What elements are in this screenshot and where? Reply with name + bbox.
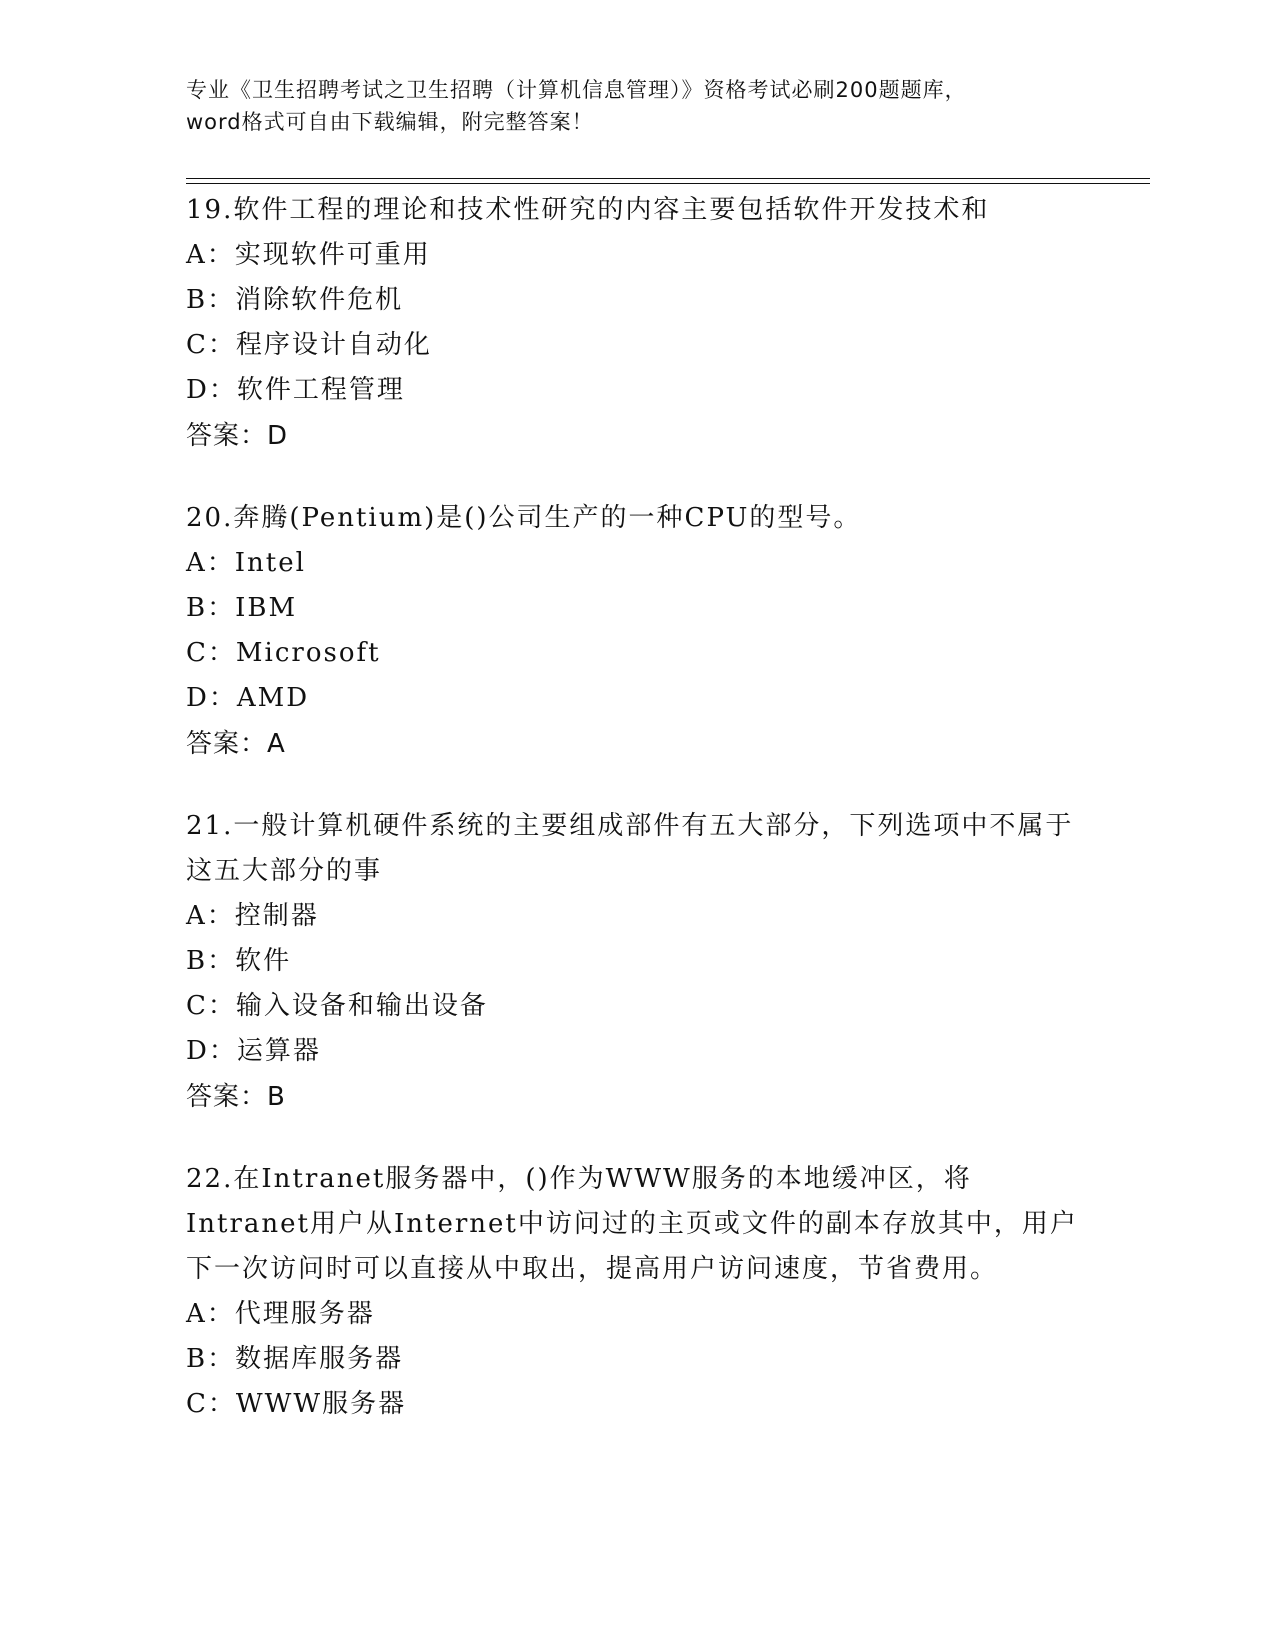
question-list <box>186 188 1086 1464</box>
option-c: C：Microsoft <box>186 638 381 668</box>
header-divider <box>186 178 1150 184</box>
question-text: 21.一般计算机硬件系统的主要组成部件有五大部分，下列选项中不属于这五大部分的事 <box>186 811 1074 886</box>
answer-line: 答案：A <box>186 729 286 759</box>
header-line-1: 专业《卫生招聘考试之卫生招聘（计算机信息管理）》资格考试必刷200题题库， <box>186 78 967 102</box>
question-text: 20.奔腾(Pentium)是()公司生产的一种CPU的型号。 <box>186 503 862 533</box>
question-19 <box>186 188 1086 459</box>
option-d: D：AMD <box>186 683 310 713</box>
question-20 <box>186 496 1086 767</box>
question-text: 19.软件工程的理论和技术性研究的内容主要包括软件开发技术和 <box>186 195 990 225</box>
document-header <box>186 74 1086 138</box>
question-21 <box>186 804 1086 1120</box>
option-b: B：数据库服务器 <box>186 1344 404 1374</box>
header-line-2: word格式可自由下载编辑，附完整答案！ <box>186 110 594 134</box>
option-a: A：实现软件可重用 <box>186 240 431 270</box>
option-d: D：软件工程管理 <box>186 375 405 405</box>
option-c: C：WWW服务器 <box>186 1389 407 1419</box>
answer-line: 答案：B <box>186 1082 286 1112</box>
question-22 <box>186 1157 1086 1427</box>
answer-line: 答案：D <box>186 421 289 451</box>
question-text: 22.在Intranet服务器中，()作为WWW服务的本地缓冲区，将Intranet用户从Internet中访问过的主页或文件的副本存放其中，用户下一次访问时可以直接从中取出，提高用户访问速度，节省费用。 <box>186 1164 1078 1284</box>
option-a: A：Intel <box>186 548 306 578</box>
option-b: B：消除软件危机 <box>186 285 404 315</box>
option-b: B：软件 <box>186 946 292 976</box>
option-a: A：控制器 <box>186 901 319 931</box>
option-d: D：运算器 <box>186 1036 321 1066</box>
option-b: B：IBM <box>186 593 298 623</box>
option-a: A：代理服务器 <box>186 1299 375 1329</box>
option-c: C：输入设备和输出设备 <box>186 991 488 1021</box>
option-c: C：程序设计自动化 <box>186 330 432 360</box>
